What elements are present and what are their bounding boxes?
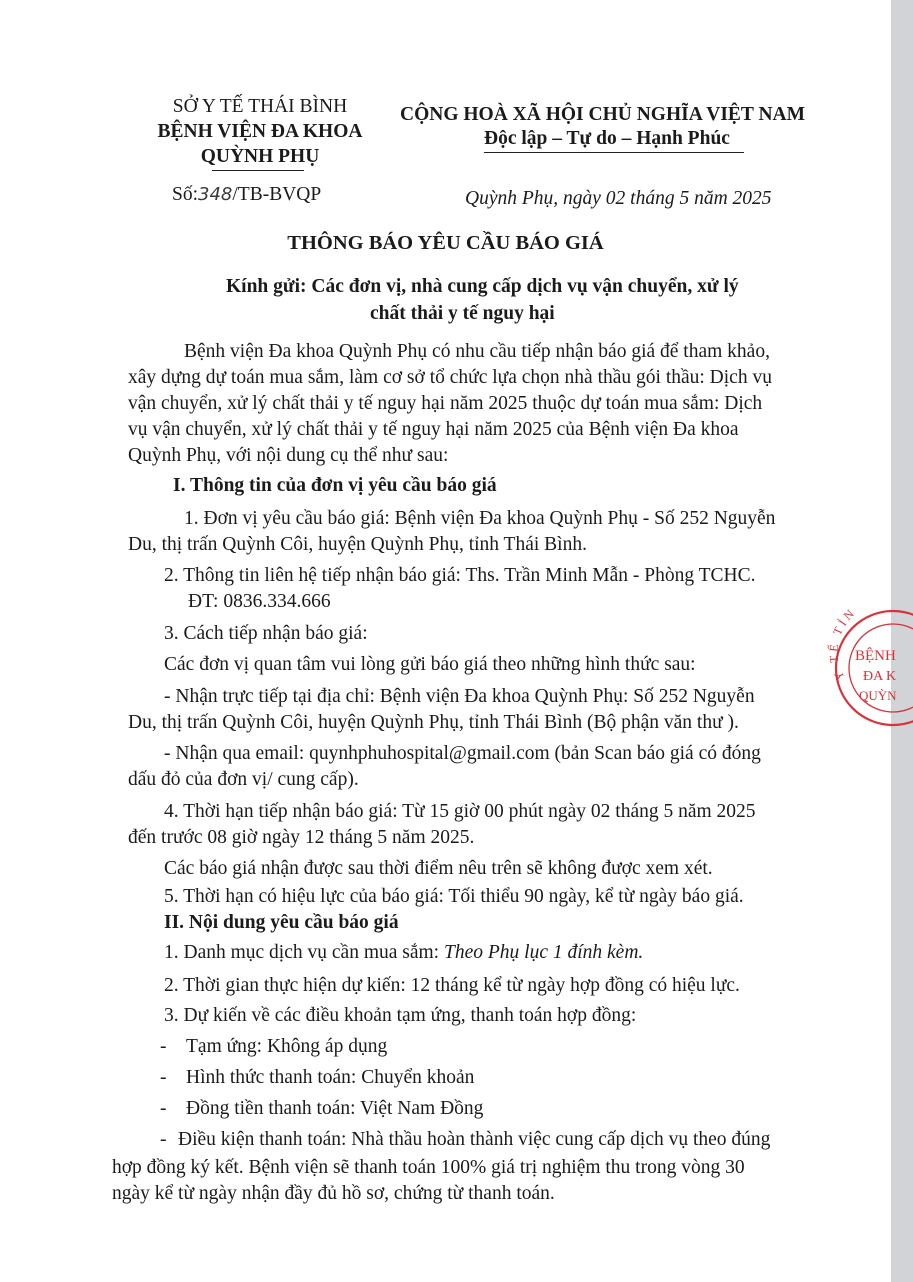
place-date [465,188,772,210]
section2-text: 3. Dự kiến về các điều khoản tạm ứng, thanh toán hợp đồng: [164,1005,637,1026]
document-title [0,232,891,255]
contact-email-text: - Nhận qua email: quynhphuhospital@gmail.com (bản Scan báo giá có đóng [164,743,761,764]
header-right-underline [484,152,744,153]
national-title [400,104,805,126]
section1-item4-line2 [128,825,474,851]
section1-item3-intro [164,652,696,678]
section1-item3 [164,621,368,647]
hospital-location [150,146,370,168]
section1-email-line2 [128,767,359,793]
bullet-text: Đồng tiền thanh toán: Việt Nam Đồng [186,1098,484,1119]
intro-text: Quỳnh Phụ, với nội dung cụ thể như sau: [128,445,449,466]
section1-text: Du, thị trấn Quỳnh Côi, huyện Quỳnh Phụ, tỉnh Thái Bình (Bộ phận văn thư ). [128,712,739,733]
section1-item1-line1 [184,506,775,532]
agency-line: SỞ Y TẾ THÁI BÌNH [172,96,348,117]
recipient-line1-text: Kính gửi: Các đơn vị, nhà cung cấp dịch vụ vận chuyển, xử lý [226,276,739,297]
section1-text: 2. Thông tin liên hệ tiếp nhận báo giá: Ths. Trần Minh Mẫn - Phòng TCHC. [164,565,756,586]
contact-phone: ĐT: 0836.334.666 [188,591,331,612]
national-title-text: CỘNG HOÀ XÃ HỘI CHỦ NGHĨA VIỆT NAM [400,104,806,125]
header-left-underline [212,170,304,171]
section1-text: Du, thị trấn Quỳnh Côi, huyện Quỳnh Phụ, tỉnh Thái Bình. [128,534,587,555]
bullet-dash: - [160,1067,167,1088]
bullet-item [160,1065,474,1091]
bullet-item [160,1034,387,1060]
section1-direct-line1 [164,684,755,710]
official-stamp [826,604,913,728]
recipient-line2 [370,303,555,325]
section1-heading [173,473,497,499]
hospital-line1: BỆNH VIỆN ĐA KHOA [157,121,363,142]
section1-text: 5. Thời hạn có hiệu lực của báo giá: Tối thiểu 90 ngày, kể từ ngày báo giá. [164,886,744,907]
payment-condition-line1 [160,1127,770,1153]
intro-text: xây dựng dự toán mua sắm, làm cơ sở tổ chức lựa chọn nhà thầu gói thầu: Dịch vụ [128,367,772,388]
intro-line-1 [184,339,770,365]
recipient-line1 [226,276,739,298]
intro-line-2 [128,365,772,391]
section1-text: Các báo giá nhận được sau thời điểm nêu trên sẽ không được xem xét. [164,858,713,879]
section1-text: - Nhận trực tiếp tại địa chỉ: Bệnh viện Đa khoa Quỳnh Phụ: Số 252 Nguyễn [164,686,755,707]
hospital-line2: QUỲNH PHỤ [200,146,320,167]
bullet-dash: - [160,1036,167,1057]
doc-number-handwritten: 348 [198,184,233,205]
national-motto [484,128,730,150]
section1-text: 1. Đơn vị yêu cầu báo giá: Bệnh viện Đa khoa Quỳnh Phụ - Số 252 Nguyễn [184,508,776,529]
payment-text: Điều kiện thanh toán: Nhà thầu hoàn thành việc cung cấp dịch vụ theo đúng [178,1129,771,1150]
section2-item1 [164,940,643,966]
doc-number-suffix: /TB-BVQP [232,184,322,205]
payment-text: hợp đồng ký kết. Bệnh viện sẽ thanh toán 100% giá trị nghiệm thu trong vòng 30 [112,1157,745,1178]
section1-text: dấu đỏ của đơn vị/ cung cấp). [128,769,359,790]
section1-item4-note [164,856,713,882]
payment-condition-line2 [112,1155,745,1181]
section1-item2-line1 [164,563,756,589]
intro-text: vụ vận chuyển, xử lý chất thải y tế nguy hại năm 2025 của Bệnh viện Đa khoa [128,419,739,440]
section1-text: 4. Thời hạn tiếp nhận báo giá: Từ 15 giờ 00 phút ngày 02 tháng 5 năm 2025 [164,801,756,822]
section1-direct-line2 [128,710,739,736]
intro-line-3 [128,391,762,417]
section2-text: 2. Thời gian thực hiện dự kiến: 12 tháng kể từ ngày hợp đồng có hiệu lực. [164,975,740,996]
section2-item3 [164,1003,636,1029]
stamp-inner-line2: ĐA K [863,669,897,684]
agency-name [150,96,370,118]
bullet-dash: - [160,1098,167,1119]
payment-condition-line3 [112,1181,555,1207]
section1-item1-line2 [128,532,587,558]
intro-line-4 [128,417,739,443]
intro-line-5 [128,443,448,469]
stamp-inner-line3: QUỲN [859,688,897,703]
hospital-name [130,121,390,143]
section2-item2 [164,973,740,999]
bullet-text: Hình thức thanh toán: Chuyển khoản [186,1067,475,1088]
recipient-line2-text: chất thải y tế nguy hại [370,303,555,324]
section1-text: đến trước 08 giờ ngày 12 tháng 5 năm 2025. [128,827,475,848]
place-date-text: Quỳnh Phụ, ngày 02 tháng 5 năm 2025 [465,188,772,209]
document-title-text: THÔNG BÁO YÊU CẦU BÁO GIÁ [287,232,604,254]
bullet-item [160,1096,483,1122]
payment-text: ngày kể từ ngày nhận đầy đủ hồ sơ, chứng từ thanh toán. [112,1183,555,1204]
section1-text: Các đơn vị quan tâm vui lòng gửi báo giá theo những hình thức sau: [164,654,696,675]
bullet-text: Tạm ứng: Không áp dụng [186,1036,388,1057]
doc-number [172,184,321,206]
intro-text: vận chuyển, xử lý chất thải y tế nguy hại năm 2025 thuộc dự toán mua sắm: Dịch [128,393,763,414]
intro-text: Bệnh viện Đa khoa Quỳnh Phụ có nhu cầu tiếp nhận báo giá để tham khảo, [184,341,770,362]
section1-item4-line1 [164,799,756,825]
stamp-ring-textpath: Y TẾ TỈN [826,604,859,683]
national-motto-text: Độc lập – Tự do – Hạnh Phúc [484,128,730,149]
section1-heading-text: I. Thông tin của đơn vị yêu cầu báo giá [173,475,497,496]
section1-email-line1 [164,741,761,767]
stamp-inner-line1: BỆNH [855,648,896,664]
section2-heading-text: II. Nội dung yêu cầu báo giá [164,912,399,933]
section1-item5 [164,884,744,910]
section2-heading [164,910,399,936]
bullet-dash: - [160,1129,167,1150]
appendix-reference: Theo Phụ lục 1 đính kèm. [443,942,644,963]
section2-text: 1. Danh mục dịch vụ cần mua sắm: [164,942,444,963]
doc-number-prefix: Số: [172,184,199,205]
section1-item2-line2 [188,589,331,615]
section1-text: 3. Cách tiếp nhận báo giá: [164,623,368,644]
